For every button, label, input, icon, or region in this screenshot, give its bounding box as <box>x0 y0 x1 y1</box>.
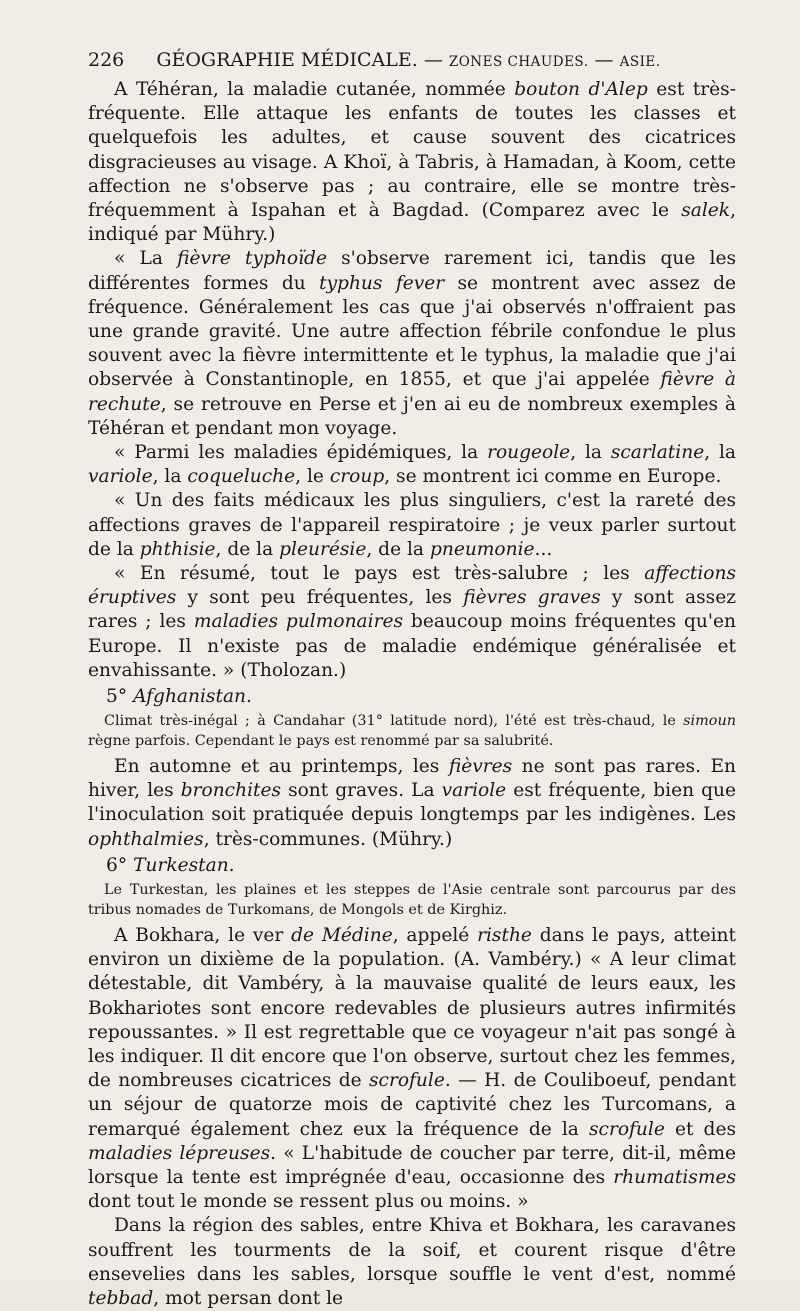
section-heading-afghanistan: 5° Afghanistan. <box>106 686 252 708</box>
running-header <box>88 48 736 72</box>
section-heading-turkestan: 6° Turkestan. <box>106 854 235 876</box>
header-dash: — <box>423 49 443 71</box>
paragraph-epidemies: « Parmi les maladies épidémiques, la rougeole, la scarlatine, la variole, la coqueluche, le croup, se montrent ici comme en Europe. <box>88 442 737 488</box>
page-number: 226 <box>88 49 125 71</box>
paragraph-fievres: « La fièvre typhoïde s'observe rarement ici, tandis que les différentes formes du typhus fever se montrent avec assez de fréquence. Généralement les cas que j'ai observés n'offraient pas une grande gravité. Une autre affection fébrile confondue le plus souvent avec la fièvre intermittente et le typhus, la maladie que j'ai observée à Constantinople, en 1855, et que j'ai appelée fièvre à rechute, se retrouve en Perse et j'en ai eu de nombreux exemples à Téhéran et pendant mon voyage. <box>88 248 736 439</box>
note-afghanistan: Climat très-inégal ; à Candahar (31° latitude nord), l'été est très-chaud, le simoun règne parfois. Cependant le pays est renommé par sa salubrité. <box>88 713 736 750</box>
paragraph-respiratoire: « Un des faits médicaux les plus singuliers, c'est la rareté des affections graves de l'appareil respiratoire ; je veux parler surtout de la phthisie, de la pleurésie, de la pneumonie... <box>88 490 736 560</box>
header-title: GÉOGRAPHIE MÉDICALE. <box>156 49 418 71</box>
paragraph-bokhara: A Bokhara, le ver de Médine, appelé risthe dans le pays, atteint environ un dixième de la population. (A. Vambéry.) « A leur climat détestable, dit Vambéry, à la mauvaise qualité de leurs eaux, les Bokhariotes sont encore redevables de plusieurs autres infirmités repoussantes. » Il est regrettable que ce voyageur n'ait pas songé à les indiquer. Il dit encore que l'on observe, surtout chez les femmes, de nombreuses cicatrices de scrofule. — H. de Couliboeuf, pendant un séjour de quatorze mois de captivité chez les Turcomans, a remarqué également chez eux la fréquence de la scrofule et des maladies lépreuses. « L'habitude de coucher par terre, dit-il, même lorsque la tente est imprégnée d'eau, occasionne des rhumatismes dont tout le monde se ressent plus ou moins. » <box>88 924 736 1213</box>
paragraph-sables: Dans la région des sables, entre Khiva et Bokhara, les caravanes souffrent les tourments de la soif, et courent risque d'être ensevelies dans les sables, lorsque souffle le vent d'est, nommé tebbad, mot persan dont le <box>88 1215 736 1309</box>
paragraph-resume: « En résumé, tout le pays est très-salubre ; les affections éruptives y sont peu fréquentes, les fièvres graves y sont assez rares ; les maladies pulmonaires beaucoup moins fréquentes qu'en Europe. Il n'existe pas de maladie endémique généralisée et envahissante. » (Tholozan.) <box>88 563 736 681</box>
header-subtitle: ZONES CHAUDES. <box>448 54 589 70</box>
text-block <box>88 48 736 1311</box>
header-region: ASIE. <box>619 54 661 70</box>
paragraph-afghanistan: En automne et au printemps, les fièvres ne sont pas rares. En hiver, les bronchites sont graves. La variole est fréquente, bien que l'inoculation soit pratiquée depuis longtemps par les indigènes. Les ophthalmies, très-communes. (Mühry.) <box>88 756 736 850</box>
note-turkestan: Le Turkestan, les plaines et les steppes de l'Asie centrale sont parcourus par des tribus nomades de Turkomans, de Mongols et de Kirghiz. <box>88 881 736 918</box>
header-dash: — <box>594 49 614 71</box>
paragraph-teheran: A Téhéran, la maladie cutanée, nommée bouton d'Alep est très-fréquente. Elle attaque les enfants de toutes les classes et quelquefois les adultes, et cause souvent des cicatrices disgracieuses au visage. A Khoï, à Tabris, à Hamadan, à Koom, cette affection ne s'observe pas ; au contraire, elle se montre très-fréquemment à Ispahan et à Bagdad. (Comparez avec le salek, indiqué par Mühry.) <box>88 79 737 246</box>
